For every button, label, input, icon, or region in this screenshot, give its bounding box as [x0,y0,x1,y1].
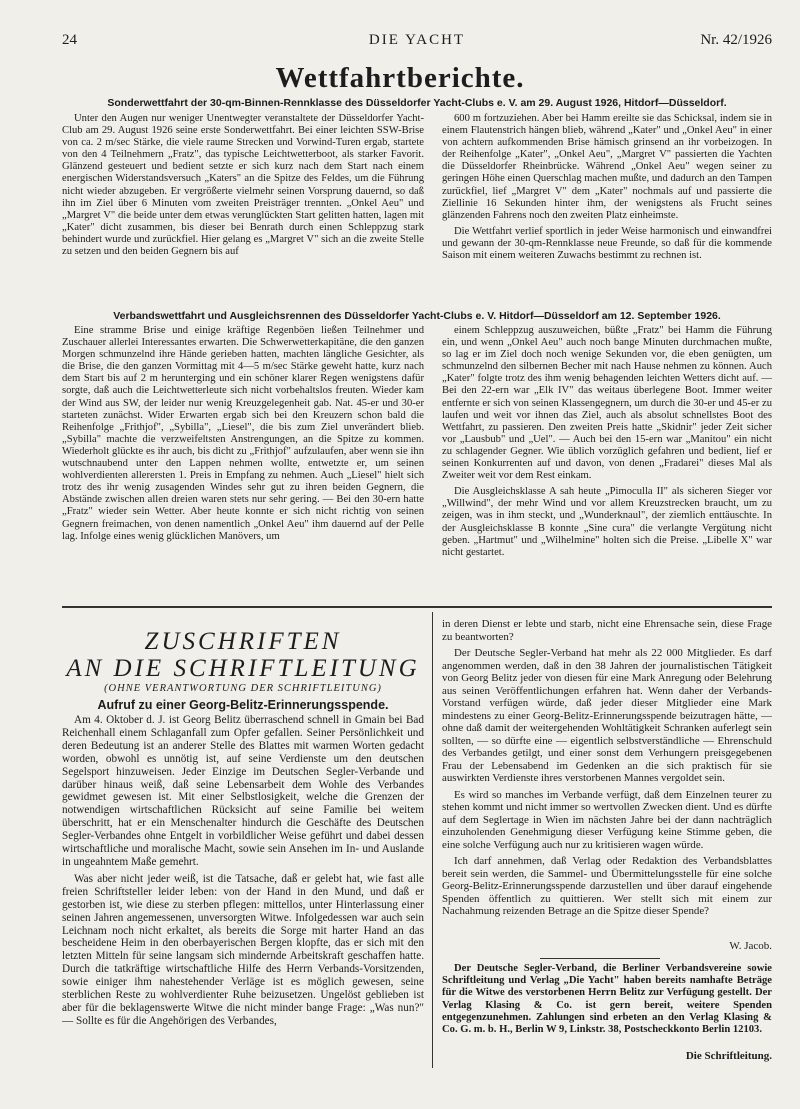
paragraph: Unter den Augen nur weniger Unentwegter veranstaltete der Düsseldorfer Yacht-Club am 29. August 1926 seine erste Sonderwettfahrt. Bei einer leichten SSW-Brise von ca. 2 m/sec Stärke, die viele raume Strecken und Vorwind-Turen ergab, startete von den 4 Teilnehmern „Fratz", das typische Leichtwetterboot, als starker Favorit. Glänzend gesteuert und bedient setzte er sich kurz nach dem Start nach einem energischen Widerstandsversuch „Katers" an die Spitze des Feldes, um die Führung nicht wieder abzugeben. Er vergrößerte vielmehr seinen Vorsprung dauernd, so daß ihn im Ziel über 6 Minuten vom zweiten Preisträger trennten. „Onkel Aeu" und „Margret V" die beide unter dem etwas verunglückten Start gelitten hatten, lagen mit „Kater" dicht zusammen, bis dieser bei Benrath durch einen Schleppzug stark behindert wurde und zurückfiel. Hier gelang es „Margret V" sich an die zweite Stelle zu setzen und den beiden Gegnern bis auf [62,113,424,258]
appeal-heading: Aufruf zu einer Georg-Belitz-Erinnerungsspende. [97,698,389,712]
appeal-right-column [442,618,772,940]
appeal-left-column [62,714,424,1070]
paragraph: Die Wettfahrt verlief sportlich in jeder Weise harmonisch und einwandfrei und gewann der 30-qm-Rennklasse neue Freunde, so daß für die kommende Saison mit einem weiteren Zuwachs bestimmt zu rechnen ist. [442,225,772,262]
paragraph: Der Deutsche Segler-Verband, die Berliner Verbandsvereine sowie Schriftleitung und Verlag „Die Yacht" haben bereits namhafte Beträge für die Witwe des verstorbenen Herrn Belitz zur Verfügung gestellt. Der Verlag Klasing & Co. ist gern bereit, weitere Spenden entgegenzunehmen. Zahlungen sind erbeten an den Verlag Klasing & Co. G. m. b. H., Berlin W 9, Linkstr. 38, Postscheckkonto Berlin 12103. [442,963,772,1036]
paragraph: Was aber nicht jeder weiß, ist die Tatsache, daß er gelebt hat, wie fast alle freien Schriftsteller leider leben: von der Hand in den Mund, und daß er gestorben ist, wie diese zu sterben pflegen: mittellos, unter Hinterlassung einer seinen Jahren angemessenen, unversorgten Witwe. Infolgedessen war auch sein Leichnam noch nicht erkaltet, als bereits die Sorge mit harter Hand an das bescheidene Heim in den oberbayerischen Bergen klopfte, das er sich mit den letzten Mitteln für seine langsam sich mindernde Arbeitskraft geschaffen hatte. Durch die tatkräftige wirtschaftliche Hilfe des Herrn Verbands-Vorsitzenden, sowie einiger ihm nahestehender Verläge ist es möglich gewesen, seine sterblichen Reste zu wohlverdienter Ruhe beizusetzen. Ungelöst geblieben ist aber für die beklagenswerte Witwe die nicht minder bange Frage: „Was nun?" — Sollte es für die Angehörigen des Verbandes, [62,872,424,1027]
report2-right-column [442,325,772,600]
letters-subtitle: (OHNE VERANTWORTUNG DER SCHRIFTLEITUNG) [104,683,382,694]
report1-heading: Sonderwettfahrt der 30-qm-Binnen-Rennklasse des Düsseldorfer Yacht-Clubs e. V. am 29. August 1926, Hitdorf—Düsseldorf. [107,97,727,109]
editorial-signature: Die Schriftleitung. [685,1050,772,1062]
paragraph: in deren Dienst er lebte und starb, nicht eine Ehrensache sein, diese Frage zu beantworten? [442,618,772,643]
paragraph: Eine stramme Brise und einige kräftige Regenböen ließen Teilnehmer und Zuschauer allerlei Interessantes erwarten. Die Schwerwetterkapitäne, die den ganzen Morgen schmunzelnd ihre Hände gerieben hatten, machten längliche Gesichter, als die Brise, die den ganzen Vormittag mit 4—5 m/sec Stärke geweht hatte, kurz nach dem Start bis auf 2 m herunterging und ein schöner klarer Regen wenigstens dafür sorgte, daß auch die Leichtwetterleute sich nicht vorbehaltslos freuten. Wieder kam der Wind aus SW, der leider nur wenig Kreuzgelegenheit gab. Nat. 45-er und 30-er starteten zunächst. Wider Erwarten ergab sich bei den Kreuzern schon bald die Reihenfolge „Frithjof", „Sybilla", „Liesel", die bis zum Ziel unverändert blieb. „Sybilla" machte die verzweifeltsten Anstrengungen, an die Spitze zu kommen. Wiederholt glückte es ihr auch, bis dicht zu „Frithjof" aufzulaufen, aber wenn sie ihn wutschnaubend unter den Lappen nehmen wollte, entwetzte er, um seinen wohlverdienten allerersten 1. Preis in Empfang zu nehmen. Auch „Liesel" hielt sich trotz des ihr wenig zusagenden Windes sehr gut zu ihren beiden Gegnern, die Abstände zwischen allen dreien waren stets nur sehr gering. — Bei den 30-ern hatte „Fratz" wieder sein Wetter. Aber heute konnte er sich nicht richtig von seinen Gegnern freimachen, von denen namentlich „Onkel Aeu" ihm dauernd auf der Pelle lag. Infolge eines wenig glücklichen Manövers, um [62,325,424,542]
horizontal-divider [62,606,772,608]
page-number: 24 [62,32,77,48]
paragraph: Der Deutsche Segler-Verband hat mehr als 22 000 Mitglieder. Es darf angenommen werden, daß in den 38 Jahren der journalistischen Tätigkeit von Georg Belitz jeder von diesen für eine Mark Anregung oder Belehrung aus seinen Veröffentlichungen erfahren hat. Wenn daher der Verbands-Vorstand verfügen würde, daß jeder dieser Mitglieder eine Mark mindestens zu einer Georg-Belitz-Erinnerungsspende beizutragen hätte, — ohne daß damit der weitergehenden Wohltätigkeit Schranken auferlegt sein sollten, — so dürfte eine — eigentlich selbstverständliche — Ehrenschuld des Verbandes getilgt, und einer sonst dem Verhungern preisgegebenen Frau der Lebensabend im Gedenken an die sich praktisch für sie auswirkten Verdienste ihres verstorbenen Mannes vergoldet sein. [442,647,772,784]
issue-number: Nr. 42/1926 [700,32,772,48]
vertical-divider [432,612,433,1068]
letter-signature: W. Jacob. [729,940,772,952]
report2-heading: Verbandswettfahrt und Ausgleichsrennen des Düsseldorfer Yacht-Clubs e. V. Hitdorf—Düsseldorf am 12. September 1926. [113,310,721,322]
report1-left-column [62,113,424,299]
paragraph: Ich darf annehmen, daß Verlag oder Redaktion des Verbandsblattes bereit sein werden, die Sammel- und Übermittelungsstelle für eine solche Georg-Belitz-Erinnerungsspende darzustellen und über darauf eingehende Spenden öffentlich zu quittieren. Wer stellt sich mit einem zur Nachahmung reizenden Betrage an die Spitze dieser Spende? [442,855,772,917]
magazine-title: DIE YACHT [368,32,466,48]
report1-right-column [442,113,772,299]
short-divider [540,958,660,959]
letters-title-line1: ZUSCHRIFTEN [144,628,342,655]
page-header [62,32,772,50]
paragraph: Es wird so manches im Verbande verfügt, daß dem Einzelnen teurer zu stehen kommt und nicht immer so wertvollen Zwecken dient. Und es dürfte auf dem Seglertage in Wien im nächsten Jahre bei der dann nachträglich einzuholenden Genehmigung dieser Verfügung keine Stimme geben, die eine solche Verfügung auch nur zu kritisieren wagen würde. [442,788,772,851]
editorial-note [442,963,772,1049]
paragraph: 600 m fortzuziehen. Aber bei Hamm ereilte sie das Schicksal, indem sie in einem Flautenstrich hängen blieb, während „Kater" und „Onkel Aeu" in einer von achtern aufkommenden Brise hämisch grinsend an ihr vorbeizogen. In der Reihenfolge „Kater", „Onkel Aeu", „Margret V" passierten die Yachten die Düsseldorfer Rheinbrücke. Während „Onkel Aeu" wegen seiner zu geringen Höhe einen Querschlag machen mußte, und dadurch an den Tampen zurückfiel, lief „Margret V" dem „Kater" nochmals auf und passierte die Ziellinie 16 Sekunden hinter ihm, der wenigstens als Frucht seines glänzenden Fahrens noch den zweiten Platz einheimste. [442,113,772,221]
letters-title-line2: AN DIE SCHRIFTLEITUNG [66,655,420,682]
paragraph: einem Schleppzug auszuweichen, büßte „Fratz" bei Hamm die Führung ein, und wenn „Onkel Aeu" auch noch bange Minuten durchmachen mußte, so lag er im Ziel doch noch wenige Sekunden vor, die eben genügten, um schmunzelnd den silbernen Becher mit nach Hause nehmen zu können. Auch „Kater" folgte trotz des ihm wenig behagenden leichten Wetters dicht auf. — Bei den 22-ern war „Elk IV" das weitaus überlegene Boot. Immer weiter entfernte er sich von seinen Klassengegnern, um durch die 30-er und 45-er zu laufen und weit vor ihnen das Ziel, auch als absolut schnellstes Boot des Wettfahrt, zu passieren. Den zweiten Preis hatte „Skidnir" jeder Zeit sicher vor „Lausbub" und „Uel". — Auch bei den 15-ern war „Manitou" ein nicht zu schlagender Gegner. Wie üblich vorzüglich gefahren und bedient, lief er seinen Konkurrenten auf und davon, von denen „Fradarei" dieses Mal als Zweiter weit vor dem Rest einkam. [442,325,772,482]
section-title: Wettfahrtberichte. [275,62,525,94]
paragraph: Die Ausgleichsklasse A sah heute „Pimoculla II" als sicheren Sieger vor „Willwind", der mehr Wind und vor allem Kreuzstrecken braucht, um zu zeigen, was in ihm steckt, und „Wunderknaul", der ziemlich enttäuschte. In der Ausgleichsklasse B konnte „Sine cura" die verlangte Vergütung nicht geben. „Hartmut" und „Wilhelmine" holten sich die Preise. „Libelle X" war nicht gestartet. [442,486,772,558]
report2-left-column [62,325,424,600]
paragraph: Am 4. Oktober d. J. ist Georg Belitz überraschend schnell in Gmain bei Bad Reichenhall einem Schlaganfall zum Opfer gefallen. Seiner Persönlichkeit und deren Bedeutung ist an anderer Stelle des Blattes mit warmen Worten gedacht worden, obwohl es unnötig ist, auf seine Verdienste um den deutschen Segelsport hinzuweisen. Jeder Einzige im Deutschen Segler-Verbande und darüber hinaus weiß, daß seine Lebensarbeit dem Wohle des Verbandes gewidmet gewesen ist. Mit einer Selbstlosigkeit, welche die Grenzen der notwendigen wirtschaftlichen Rücksicht auf seine Familie bei weitem überschritt, hat er ein Menschenalter hindurch die Geschäfte des Deutschen Segler-Verbandes ohne Entgelt in vorbildlicher Weise geführt und dabei dessen wirtschaftliche und moralische Macht, sowie sein Ansehen im In- und Auslande in ungeahntem Maße gemehrt. [62,714,424,868]
